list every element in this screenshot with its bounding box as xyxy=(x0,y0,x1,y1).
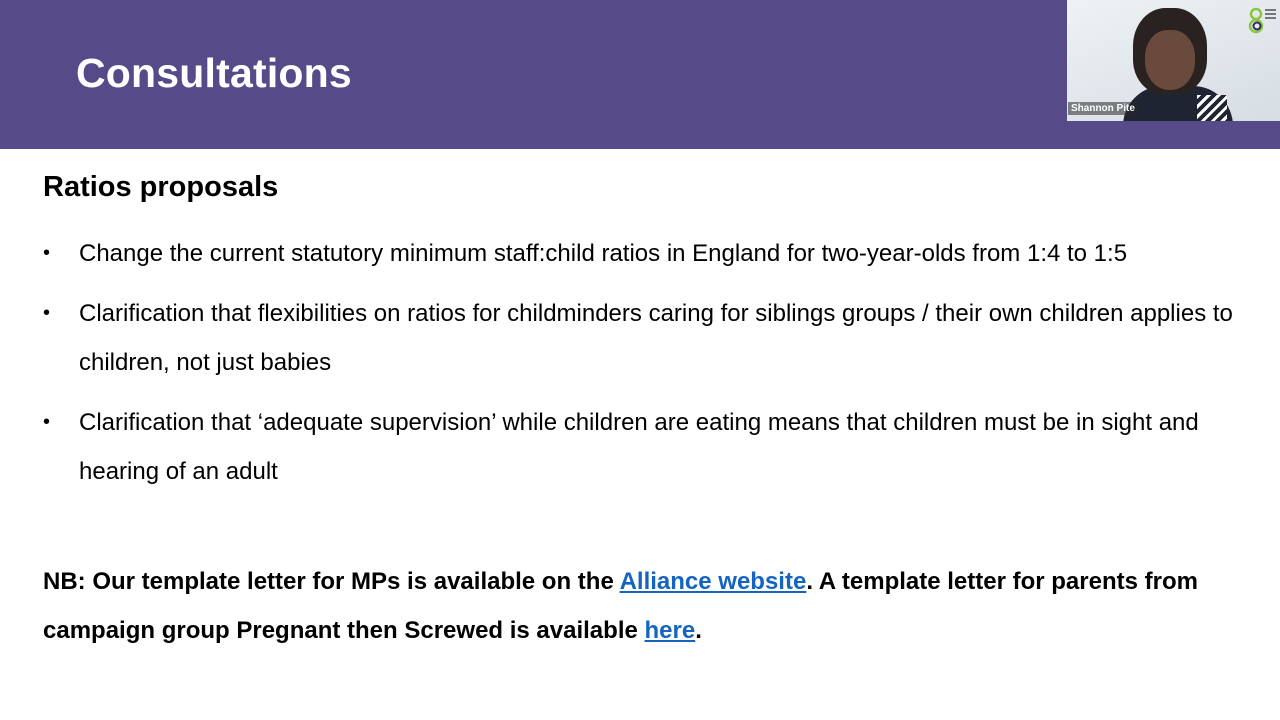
bullet-icon: • xyxy=(43,302,51,324)
early-years-alliance-logo-icon xyxy=(1246,4,1278,38)
list-item xyxy=(43,398,1253,496)
list-item-text: Clarification that flexibilities on ratios for childminders caring for siblings groups / their own children applies to children, not just babies xyxy=(79,300,1233,376)
bullet-icon: • xyxy=(43,411,51,433)
nb-text: NB: Our template letter for MPs is available on the xyxy=(43,568,620,595)
bullet-icon: • xyxy=(43,242,51,264)
nb-text: . A template letter for parents from campaign group Pregnant then Screwed is available xyxy=(43,568,1198,644)
here-link[interactable]: here xyxy=(644,617,696,644)
list-item xyxy=(43,289,1253,387)
list-item-text: Clarification that ‘adequate supervision’ while children are eating means that children must be in sight and hearing of an adult xyxy=(79,409,1199,485)
bullet-list xyxy=(43,229,1253,507)
participant-name-label: Shannon Pite xyxy=(1068,102,1138,115)
participant-face xyxy=(1145,30,1195,90)
slide-title: Consultations xyxy=(76,50,352,96)
nb-text: . xyxy=(695,617,702,644)
participant-video-tile[interactable] xyxy=(1067,0,1280,121)
nb-note xyxy=(43,557,1243,655)
list-item xyxy=(43,229,1253,278)
participant-shirt-stripes xyxy=(1197,95,1227,121)
list-item-text: Change the current statutory minimum staff:child ratios in England for two-year-olds from 1:4 to 1:5 xyxy=(79,240,1128,267)
section-heading: Ratios proposals xyxy=(43,171,279,203)
alliance-website-link[interactable]: Alliance website xyxy=(619,568,807,595)
